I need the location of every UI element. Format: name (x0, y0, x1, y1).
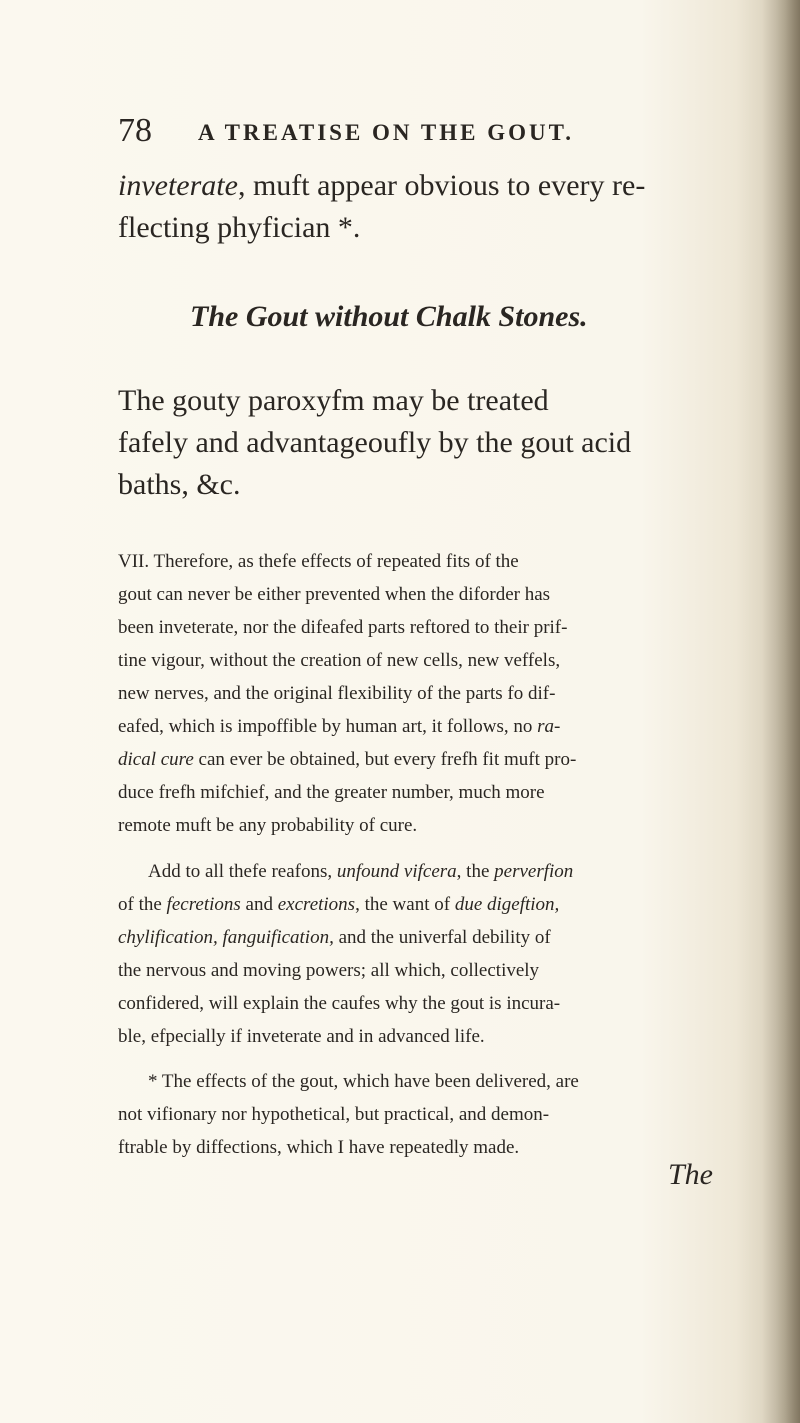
page-number: 78 (118, 112, 152, 149)
text-line: VII. Therefore, as thefe effects of repeated fits of the (118, 551, 519, 572)
gouty-paragraph (118, 380, 738, 506)
text-line: ble, efpecially if inveterate and in advanced life. (118, 1026, 485, 1047)
text-line: not vifionary nor hypothetical, but practical, and demon- (118, 1104, 550, 1125)
text-line: eafed, which is impoffible by human art, it follows, no ra- (118, 716, 561, 737)
catchword: The (668, 1158, 713, 1191)
paragraph-vii (118, 545, 738, 842)
text-line: baths, &c. (118, 468, 241, 501)
text-line: chylification, fanguification, and the univerfal debility of (118, 927, 551, 948)
text-line: ftrable by diffections, which I have repeatedly made. (118, 1137, 520, 1158)
text-line: The gouty paroxyfm may be treated (118, 384, 549, 417)
text-line: fafely and advantageoufly by the gout acid (118, 426, 632, 459)
text-line: duce frefh mifchief, and the greater number, much more (118, 782, 545, 803)
paragraph-add (118, 855, 738, 1053)
text-line: inveterate, muft appear obvious to every re- (118, 169, 646, 202)
page-header (118, 112, 738, 152)
text-line: flecting phyfician *. (118, 211, 361, 244)
page-edge-shadow (762, 0, 800, 1423)
text-line: * The effects of the gout, which have been delivered, are (148, 1071, 579, 1092)
running-title: A TREATISE ON THE GOUT. (198, 120, 574, 145)
text-line: confidered, will explain the caufes why the gout is incura- (118, 993, 561, 1014)
section-heading: The Gout without Chalk Stones. (190, 300, 588, 333)
text-line: Add to all thefe reafons, unfound vifcera, the perverfion (148, 861, 574, 882)
text-line: dical cure can ever be obtained, but every frefh fit muft pro- (118, 749, 577, 770)
text-line: been inveterate, nor the difeafed parts reftored to their prif- (118, 617, 568, 638)
text-line: the nervous and moving powers; all which, collectively (118, 960, 540, 981)
text-line: remote muft be any probability of cure. (118, 815, 418, 836)
text-line: of the fecretions and excretions, the want of due digeftion, (118, 894, 560, 915)
text-line: tine vigour, without the creation of new cells, new veffels, (118, 650, 561, 671)
footnote (118, 1065, 738, 1164)
opening-paragraph (118, 165, 738, 249)
text-line: new nerves, and the original flexibility of the parts fo dif- (118, 683, 556, 704)
text-line: gout can never be either prevented when the diforder has (118, 584, 551, 605)
